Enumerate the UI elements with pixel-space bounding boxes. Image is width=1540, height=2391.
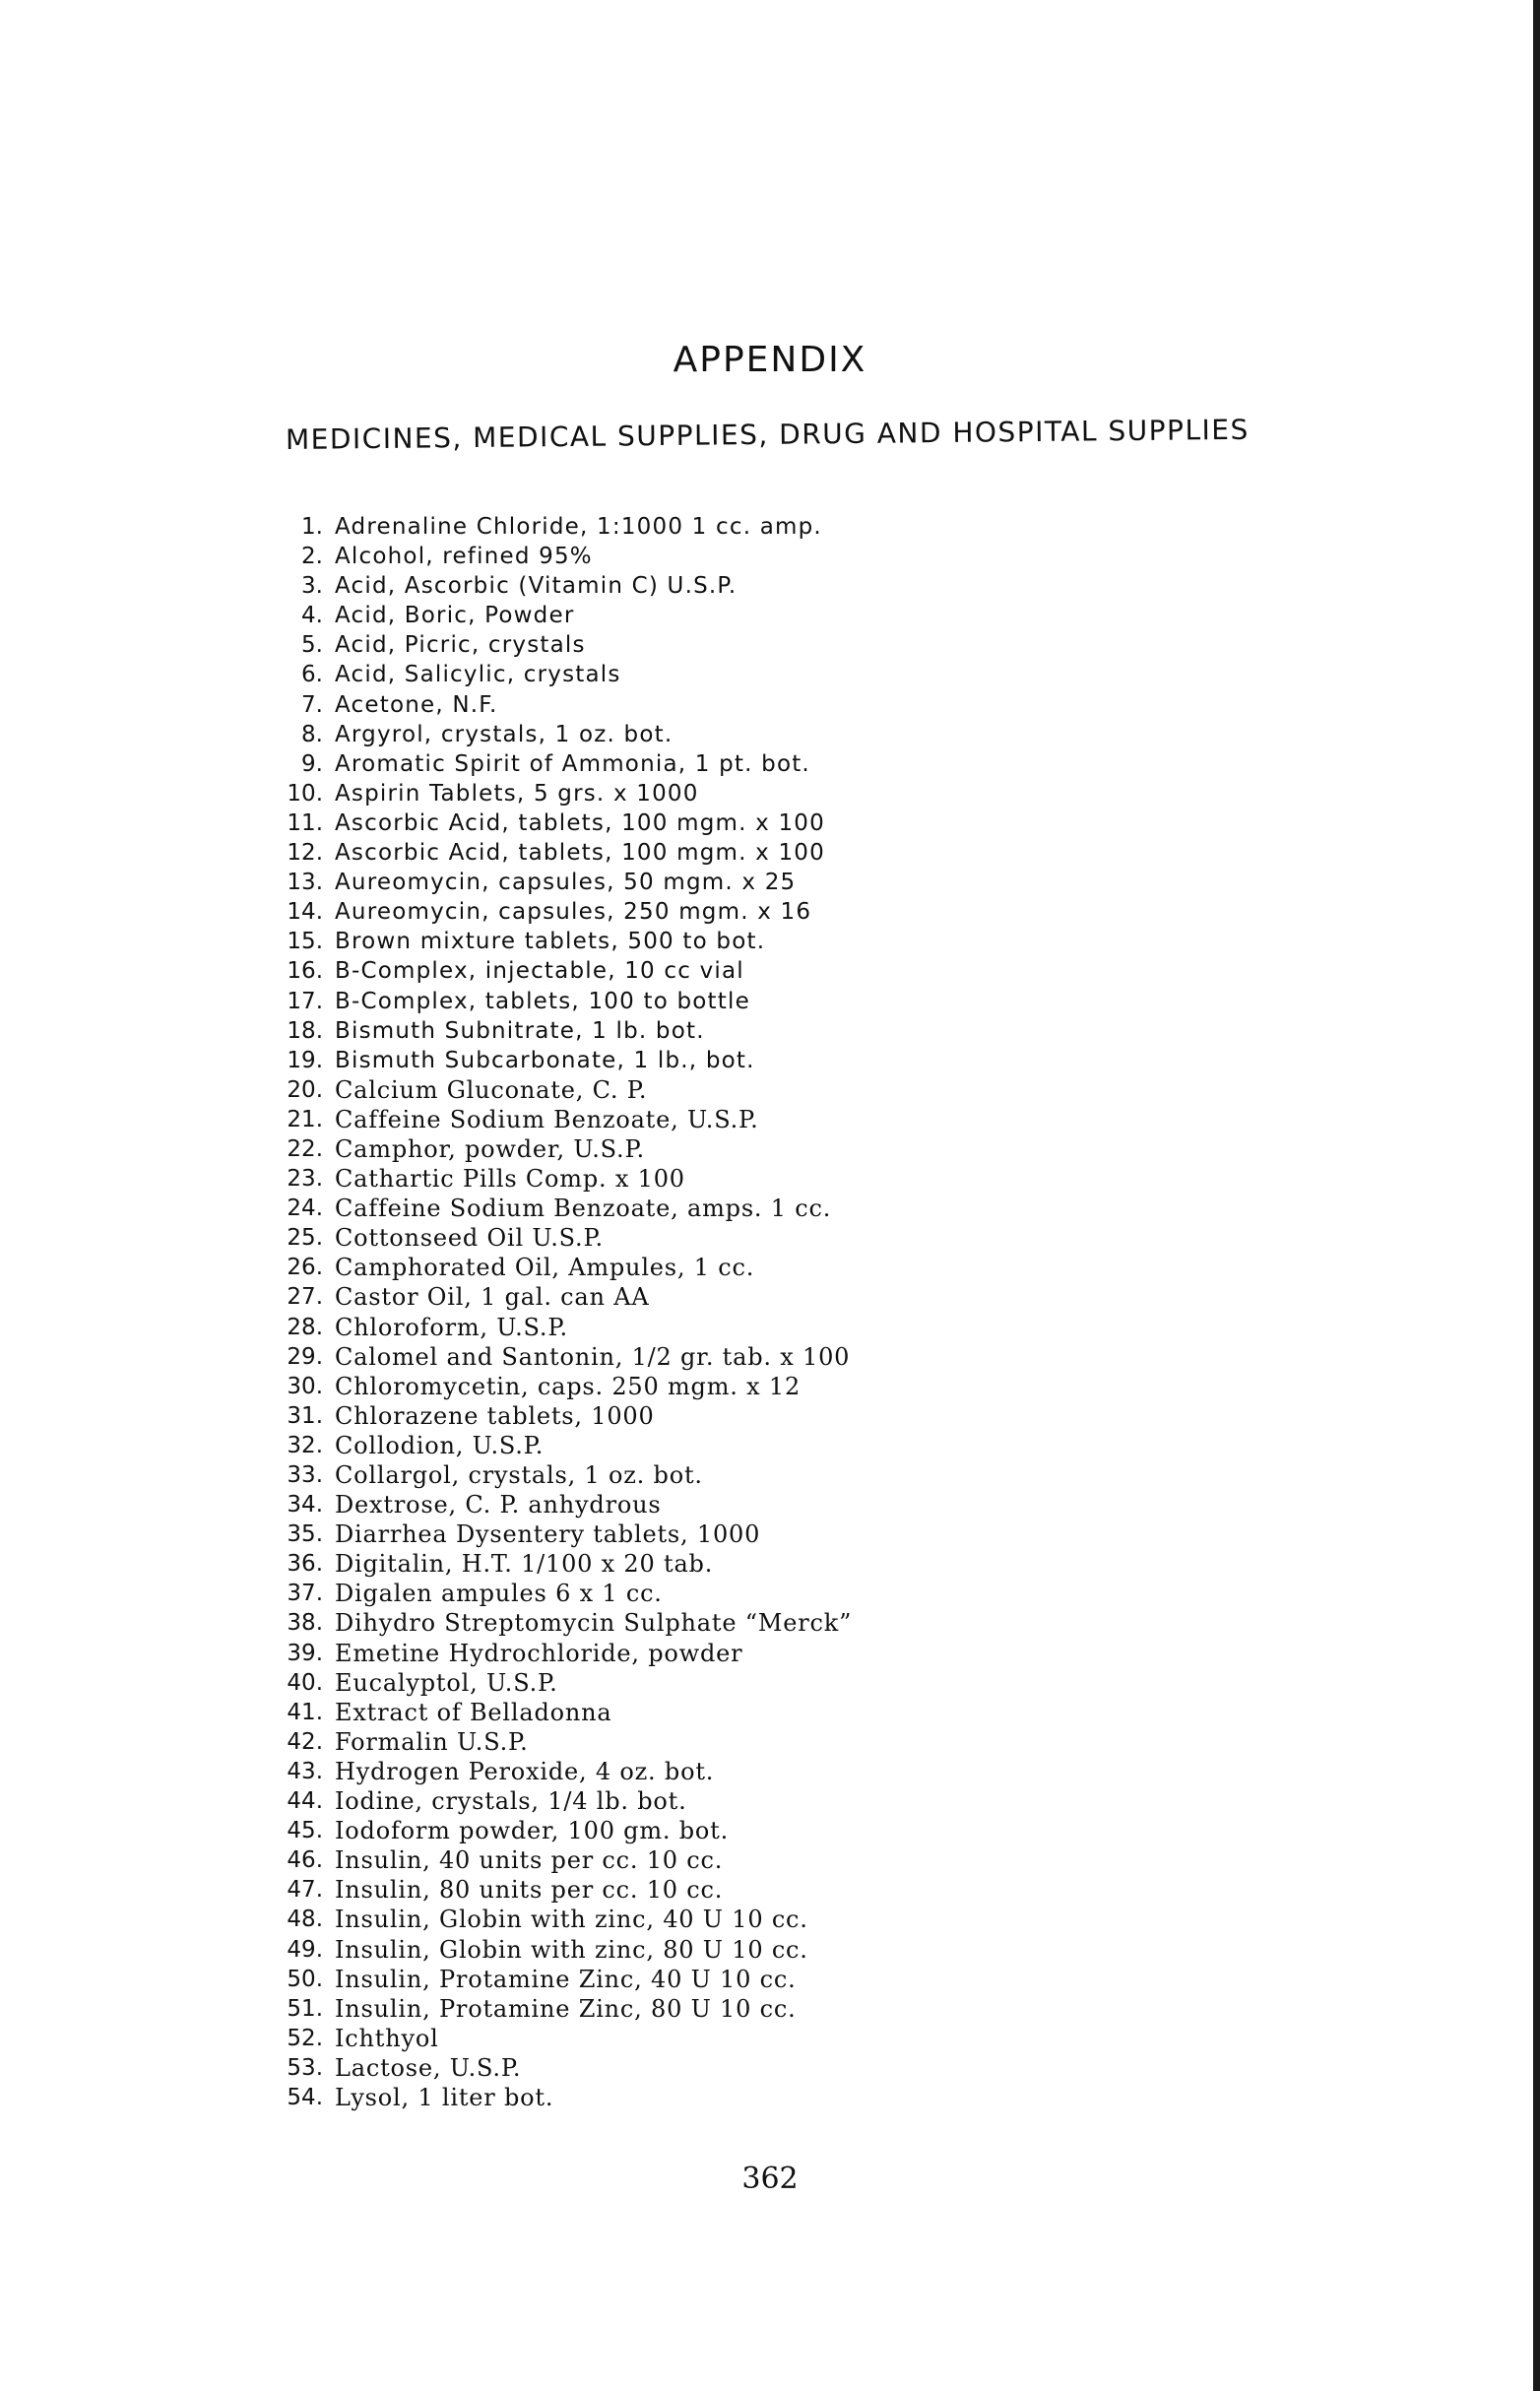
list-item	[246, 1460, 852, 1490]
item-text: Aureomycin, capsules, 50 mgm. x 25	[335, 870, 797, 896]
item-number: 23.	[287, 1166, 323, 1193]
item-text: Extract of Belladonna	[335, 1698, 612, 1726]
item-number: 28.	[287, 1314, 323, 1340]
item-text: Collargol, crystals, 1 oz. bot.	[335, 1461, 703, 1489]
item-text: Aureomycin, capsules, 250 mgm. x 16	[335, 899, 812, 926]
list-item	[246, 1431, 852, 1460]
list-item	[246, 1194, 852, 1223]
item-text: Adrenaline Chloride, 1:1000 1 cc. amp.	[335, 514, 822, 540]
item-text: Iodoform powder, 100 gm. bot.	[335, 1817, 730, 1845]
list-item	[246, 1845, 852, 1875]
list-item	[246, 1727, 852, 1757]
item-text: Bismuth Subcarbonate, 1 lb., bot.	[335, 1047, 755, 1073]
item-number: 27.	[287, 1284, 323, 1311]
item-text: Acid, Salicylic, crystals	[335, 662, 621, 688]
item-number: 2.	[301, 544, 323, 570]
item-number: 14.	[287, 899, 323, 926]
item-number: 9.	[301, 750, 323, 777]
item-number: 25.	[287, 1225, 323, 1252]
list-item	[246, 1757, 852, 1786]
list-item	[246, 660, 852, 689]
list-item	[246, 2053, 852, 2083]
item-text: Insulin, Protamine Zinc, 80 U 10 cc.	[335, 1994, 797, 2023]
item-text: Cathartic Pills Comp. x 100	[335, 1165, 685, 1194]
list-item	[246, 1816, 852, 1845]
item-text: Caffeine Sodium Benzoate, amps. 1 cc.	[335, 1195, 832, 1223]
item-number: 33.	[287, 1462, 323, 1488]
item-text: Insulin, Protamine Zinc, 40 U 10 cc.	[335, 1965, 797, 1993]
list-item	[246, 1994, 852, 2024]
item-text: Alcohol, refined 95%	[335, 544, 593, 570]
item-text: Chloromycetin, caps. 250 mgm. x 12	[335, 1372, 802, 1400]
item-text: Emetine Hydrochloride, powder	[335, 1639, 743, 1667]
list-item	[246, 808, 852, 838]
item-number: 36.	[287, 1551, 323, 1578]
item-text: Acid, Ascorbic (Vitamin C) U.S.P.	[335, 573, 738, 600]
item-number: 8.	[301, 721, 323, 747]
item-text: Insulin, Globin with zinc, 40 U 10 cc.	[335, 1906, 808, 1934]
list-item	[246, 838, 852, 868]
list-item	[246, 1490, 852, 1519]
item-number: 6.	[301, 662, 323, 688]
supplies-list	[246, 512, 852, 2112]
list-item	[246, 1253, 852, 1282]
item-text: Digitalin, H.T. 1/100 x 20 tab.	[335, 1550, 714, 1579]
item-text: Dextrose, C. P. anhydrous	[335, 1491, 662, 1519]
list-item	[246, 1401, 852, 1431]
item-number: 49.	[287, 1936, 323, 1963]
item-text: Camphor, powder, U.S.P.	[335, 1134, 645, 1163]
item-number: 30.	[287, 1373, 323, 1399]
item-text: Collodion, U.S.P.	[335, 1431, 545, 1459]
item-number: 22.	[287, 1135, 323, 1162]
item-text: Acid, Picric, crystals	[335, 632, 586, 659]
item-number: 18.	[287, 1017, 323, 1044]
list-item	[246, 1519, 852, 1549]
list-item	[246, 1105, 852, 1134]
item-text: Insulin, 80 units per cc. 10 cc.	[335, 1876, 724, 1905]
item-text: Calomel and Santonin, 1/2 gr. tab. x 100	[335, 1342, 851, 1371]
item-number: 13.	[287, 870, 323, 896]
list-item	[246, 987, 852, 1016]
item-text: Digalen ampules 6 x 1 cc.	[335, 1580, 663, 1608]
item-text: Formalin U.S.P.	[335, 1727, 529, 1756]
list-item	[246, 1372, 852, 1401]
item-number: 45.	[287, 1818, 323, 1844]
item-text: Acid, Boric, Powder	[335, 603, 575, 629]
item-text: Calcium Gluconate, C. P.	[335, 1075, 648, 1104]
item-number: 52.	[287, 2025, 323, 2051]
item-number: 43.	[287, 1758, 323, 1784]
list-item	[246, 630, 852, 660]
item-text: Ichthyol	[335, 2024, 439, 2052]
item-number: 19.	[287, 1047, 323, 1073]
item-number: 53.	[287, 2054, 323, 2081]
item-text: Ascorbic Acid, tablets, 100 mgm. x 100	[335, 840, 825, 867]
item-number: 32.	[287, 1432, 323, 1458]
item-number: 3.	[301, 573, 323, 600]
item-text: Hydrogen Peroxide, 4 oz. bot.	[335, 1757, 715, 1785]
list-item	[246, 1875, 852, 1905]
item-number: 46.	[287, 1847, 323, 1874]
list-item	[246, 1075, 852, 1105]
list-item	[246, 601, 852, 630]
list-item	[246, 1668, 852, 1698]
list-item	[246, 868, 852, 897]
item-number: 54.	[287, 2084, 323, 2110]
list-item	[246, 1579, 852, 1608]
item-number: 38.	[287, 1610, 323, 1637]
list-item	[246, 512, 852, 542]
list-item	[246, 1313, 852, 1342]
list-item	[246, 1698, 852, 1727]
item-text: Lactose, U.S.P.	[335, 2053, 522, 2082]
list-item	[246, 1965, 852, 1994]
item-number: 44.	[287, 1788, 323, 1815]
page-title: APPENDIX	[673, 340, 867, 380]
list-item	[246, 1223, 852, 1253]
list-item	[246, 2024, 852, 2053]
item-text: Lysol, 1 liter bot.	[335, 2083, 554, 2111]
list-item	[246, 749, 852, 779]
item-text: Bismuth Subnitrate, 1 lb. bot.	[335, 1017, 705, 1044]
item-number: 51.	[287, 1995, 323, 2022]
item-text: B-Complex, tablets, 100 to bottle	[335, 988, 750, 1014]
list-item	[246, 571, 852, 601]
item-text: Dihydro Streptomycin Sulphate “Merck”	[335, 1609, 853, 1638]
item-text: Castor Oil, 1 gal. can AA	[335, 1283, 650, 1312]
list-item	[246, 1786, 852, 1816]
item-number: 20.	[287, 1076, 323, 1103]
list-item	[246, 2083, 852, 2112]
item-text: Diarrhea Dysentery tablets, 1000	[335, 1520, 761, 1549]
item-text: Aspirin Tablets, 5 grs. x 1000	[335, 780, 699, 807]
item-text: Chlorazene tablets, 1000	[335, 1401, 655, 1430]
list-item	[246, 897, 852, 927]
list-item	[246, 1282, 852, 1312]
item-number: 11.	[287, 809, 323, 836]
list-item	[246, 1342, 852, 1372]
item-number: 41.	[287, 1699, 323, 1725]
item-number: 35.	[287, 1521, 323, 1548]
item-number: 29.	[287, 1343, 323, 1370]
item-text: Brown mixture tablets, 500 to bot.	[335, 929, 766, 955]
item-number: 50.	[287, 1966, 323, 1992]
list-item	[246, 779, 852, 808]
list-item	[246, 956, 852, 986]
item-text: Iodine, crystals, 1/4 lb. bot.	[335, 1787, 687, 1816]
item-text: Caffeine Sodium Benzoate, U.S.P.	[335, 1105, 759, 1133]
item-number: 40.	[287, 1669, 323, 1696]
list-item	[246, 1905, 852, 1934]
item-number: 7.	[301, 691, 323, 718]
item-number: 34.	[287, 1492, 323, 1519]
item-text: Insulin, 40 units per cc. 10 cc.	[335, 1846, 724, 1875]
item-number: 26.	[287, 1255, 323, 1281]
item-number: 1.	[301, 514, 323, 540]
list-item	[246, 927, 852, 956]
list-item	[246, 1608, 852, 1638]
item-number: 21.	[287, 1106, 323, 1132]
section-subtitle: MEDICINES, MEDICAL SUPPLIES, DRUG AND HOSPITAL SUPPLIES	[285, 413, 1250, 456]
item-number: 39.	[287, 1640, 323, 1666]
item-number: 24.	[287, 1196, 323, 1222]
item-text: Insulin, Globin with zinc, 80 U 10 cc.	[335, 1935, 808, 1964]
item-text: Ascorbic Acid, tablets, 100 mgm. x 100	[335, 809, 825, 836]
list-item	[246, 1134, 852, 1164]
item-number: 4.	[301, 603, 323, 629]
item-number: 15.	[287, 929, 323, 955]
item-number: 17.	[287, 988, 323, 1014]
list-item	[246, 1639, 852, 1668]
list-item	[246, 720, 852, 749]
item-number: 48.	[287, 1906, 323, 1933]
item-number: 12.	[287, 840, 323, 867]
item-text: Eucalyptol, U.S.P.	[335, 1668, 558, 1697]
list-item	[246, 1549, 852, 1579]
item-text: Chloroform, U.S.P.	[335, 1313, 568, 1341]
list-item	[246, 1935, 852, 1965]
item-number: 42.	[287, 1728, 323, 1755]
item-number: 10.	[287, 780, 323, 807]
page-number: 362	[741, 2162, 799, 2196]
item-number: 47.	[287, 1877, 323, 1904]
item-text: Aromatic Spirit of Ammonia, 1 pt. bot.	[335, 750, 810, 777]
item-text: Camphorated Oil, Ampules, 1 cc.	[335, 1254, 755, 1282]
list-item	[246, 690, 852, 720]
item-number: 31.	[287, 1402, 323, 1429]
item-number: 16.	[287, 958, 323, 985]
list-item	[246, 1016, 852, 1046]
item-text: B-Complex, injectable, 10 cc vial	[335, 958, 744, 985]
item-number: 37.	[287, 1581, 323, 1607]
item-number: 5.	[301, 632, 323, 659]
item-text: Argyrol, crystals, 1 oz. bot.	[335, 721, 674, 747]
item-text: Cottonseed Oil U.S.P.	[335, 1224, 604, 1253]
item-text: Acetone, N.F.	[335, 691, 498, 718]
list-item	[246, 542, 852, 571]
list-item	[246, 1164, 852, 1194]
list-item	[246, 1046, 852, 1075]
